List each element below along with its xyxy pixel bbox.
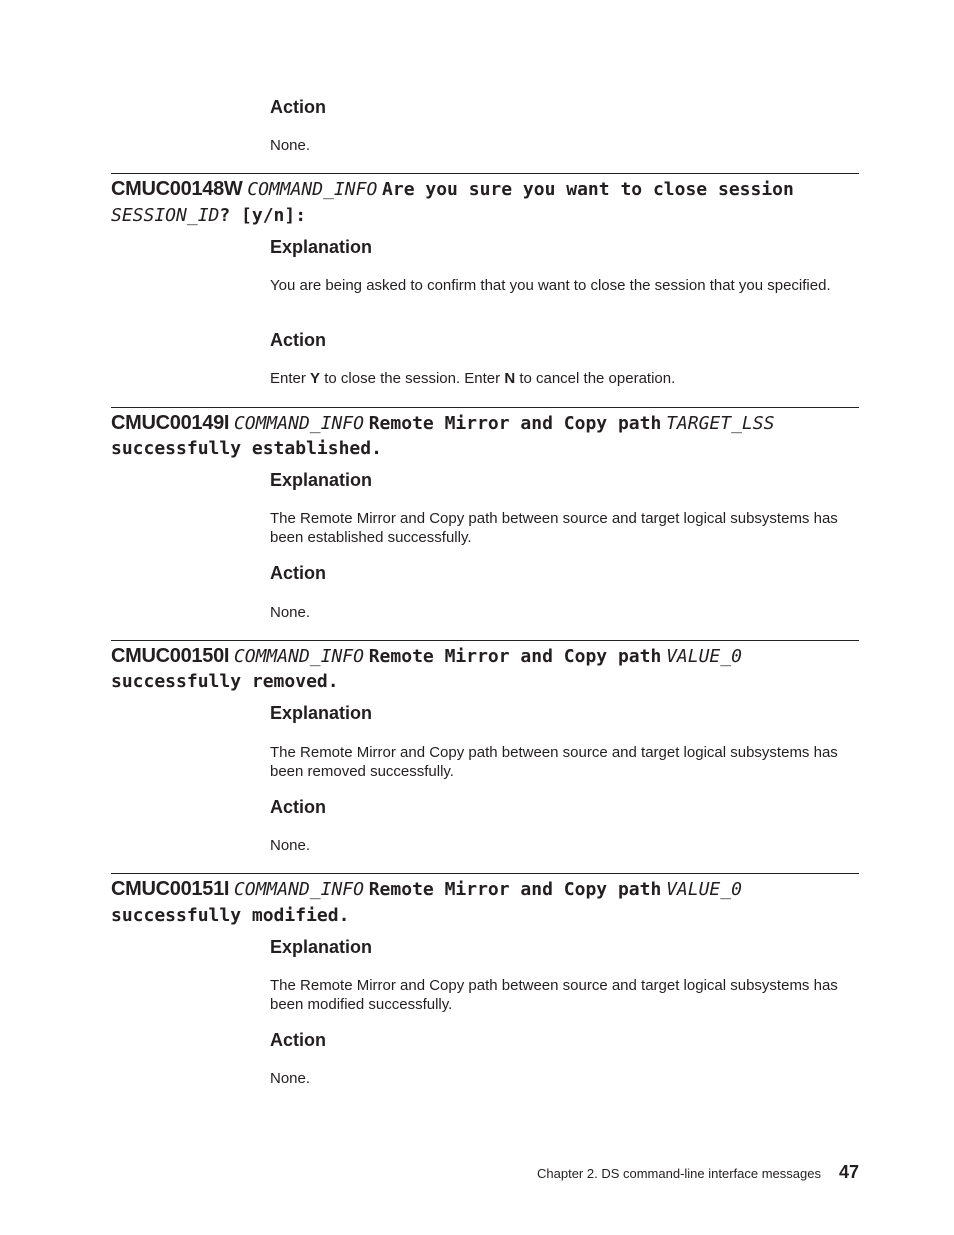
section-divider bbox=[111, 873, 859, 874]
action-text: None. bbox=[270, 604, 311, 621]
message-title-line-2 bbox=[111, 903, 349, 929]
message-variable: TARGET_LSS bbox=[666, 413, 775, 434]
action-heading: Action bbox=[270, 330, 326, 350]
message-text: Remote Mirror and Copy path bbox=[368, 646, 662, 667]
message-text: Remote Mirror and Copy path bbox=[368, 879, 662, 900]
explanation-heading: Explanation bbox=[270, 470, 373, 490]
explanation-text: The Remote Mirror and Copy path between source and target logical subsystems has been established successfully. bbox=[270, 510, 838, 546]
action-text: None. bbox=[270, 1070, 311, 1087]
action-heading: Action bbox=[270, 1030, 326, 1050]
page-number: 47 bbox=[838, 1162, 859, 1182]
explanation-heading: Explanation bbox=[270, 703, 373, 723]
message-text: ? [y/n]: bbox=[219, 205, 307, 226]
message-variable: VALUE_0 bbox=[666, 646, 742, 667]
action-text: Enter Y to close the session. Enter N to cancel the operation. bbox=[270, 370, 676, 387]
explanation-text: The Remote Mirror and Copy path between source and target logical subsystems has been modified successfully. bbox=[270, 977, 838, 1013]
message-id: CMUC00150I bbox=[111, 645, 230, 667]
explanation-text: The Remote Mirror and Copy path between source and target logical subsystems has been removed successfully. bbox=[270, 744, 838, 780]
explanation-text: You are being asked to confirm that you want to close the session that you specified. bbox=[270, 277, 831, 294]
explanation-heading: Explanation bbox=[270, 237, 373, 257]
action-text: None. bbox=[270, 837, 311, 854]
section-divider bbox=[111, 407, 859, 408]
message-variable: COMMAND_INFO bbox=[233, 646, 364, 667]
message-variable: COMMAND_INFO bbox=[247, 179, 378, 200]
message-title-line-2 bbox=[111, 203, 306, 229]
section-divider bbox=[111, 173, 859, 174]
section-divider bbox=[111, 640, 859, 641]
message-title-line-1 bbox=[111, 410, 774, 437]
message-text: Are you sure you want to close session bbox=[382, 179, 794, 200]
action-heading: Action bbox=[270, 97, 326, 117]
action-heading: Action bbox=[270, 797, 326, 817]
message-variable: SESSION_ID bbox=[111, 205, 220, 226]
page-footer bbox=[537, 1162, 859, 1182]
message-title-line-1 bbox=[111, 643, 742, 670]
message-text: successfully removed. bbox=[111, 671, 339, 692]
message-title-line-1 bbox=[111, 176, 794, 203]
message-text: successfully established. bbox=[111, 438, 382, 459]
message-title-line-2 bbox=[111, 669, 339, 695]
chapter-title: Chapter 2. DS command-line interface messages bbox=[537, 1166, 821, 1181]
message-id: CMUC00149I bbox=[111, 412, 230, 434]
message-variable: VALUE_0 bbox=[666, 879, 742, 900]
message-title-line-2 bbox=[111, 436, 382, 462]
message-title-line-1 bbox=[111, 876, 742, 903]
message-id: CMUC00151I bbox=[111, 878, 230, 900]
action-heading: Action bbox=[270, 563, 326, 583]
message-text: Remote Mirror and Copy path bbox=[368, 413, 662, 434]
message-variable: COMMAND_INFO bbox=[233, 413, 364, 434]
message-variable: COMMAND_INFO bbox=[233, 879, 364, 900]
message-id: CMUC00148W bbox=[111, 178, 243, 200]
message-text: successfully modified. bbox=[111, 905, 350, 926]
explanation-heading: Explanation bbox=[270, 937, 373, 957]
action-text: None. bbox=[270, 137, 311, 154]
